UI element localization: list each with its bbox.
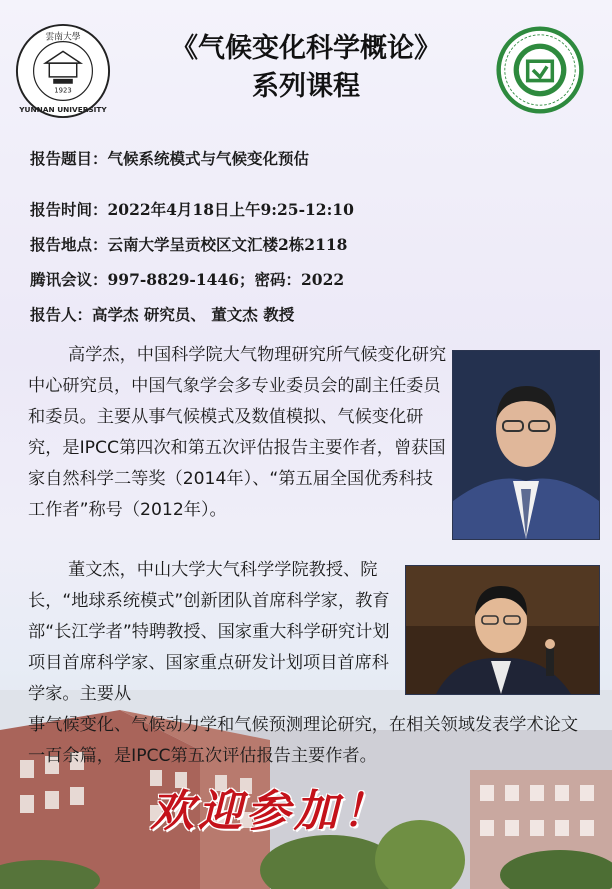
talk-time: 报告时间：2022年4月18日上午9:25-12:10 [30,200,354,219]
poster-title [120,30,492,106]
title-line-2: 系列课程 [252,71,360,102]
logo-year: 1923 [54,86,72,95]
talk-topic: 报告题目：气候系统模式与气候变化预估 [30,149,310,168]
title-line-1: 《气候变化科学概论》 [171,33,441,64]
bio-gao-text: 高学杰，中国科学院大气物理研究所气候变化研究中心研究员，中国气象学会多专业委员会的副主任委员和委员。主要从事气候模式及数值模拟、气候变化研究，是IPCC第四次和第五次评估报告主要作者，曾获国家自然科学二等奖（2014年）、“第五届全国优秀科技工作者”称号（2012年）。 [28,345,447,520]
yunnan-university-logo [14,22,112,120]
tencent-meeting-info: 腾讯会议：997-8829-1446；密码：2022 [30,270,345,289]
institute-seal-logo [496,26,584,114]
bio-dong-wenjie-part2: 事气候变化、气候动力学和气候预测理论研究，在相关领域发表学术论文一百余篇，是IPCC第五次评估报告主要作者。 [28,715,579,766]
logo-name-bottom: YUNNAN UNIVERSITY [19,105,107,115]
bio-dong-text-1: 董文杰，中山大学大气科学学院教授、院长，“地球系统模式”创新团队首席科学家，教育部“长江学者”特聘教授、国家重大科学研究计划项目首席科学家、国家重点研发计划项目首席科学家。主要从 [28,560,390,704]
speakers: 报告人：高学杰 研究员、 董文杰 教授 [30,305,295,324]
speaker-photo-dong [405,565,600,695]
bio-dong-wenjie-part1 [28,555,401,710]
talk-place: 报告地点：云南大学呈贡校区文汇楼2栋2118 [30,235,348,254]
bio-gao-xuejie [28,340,448,526]
welcome-banner: 欢迎参加！ [150,786,390,837]
speaker-photo-gao [452,350,600,540]
logo-name-top: 雲南大學 [45,32,81,43]
